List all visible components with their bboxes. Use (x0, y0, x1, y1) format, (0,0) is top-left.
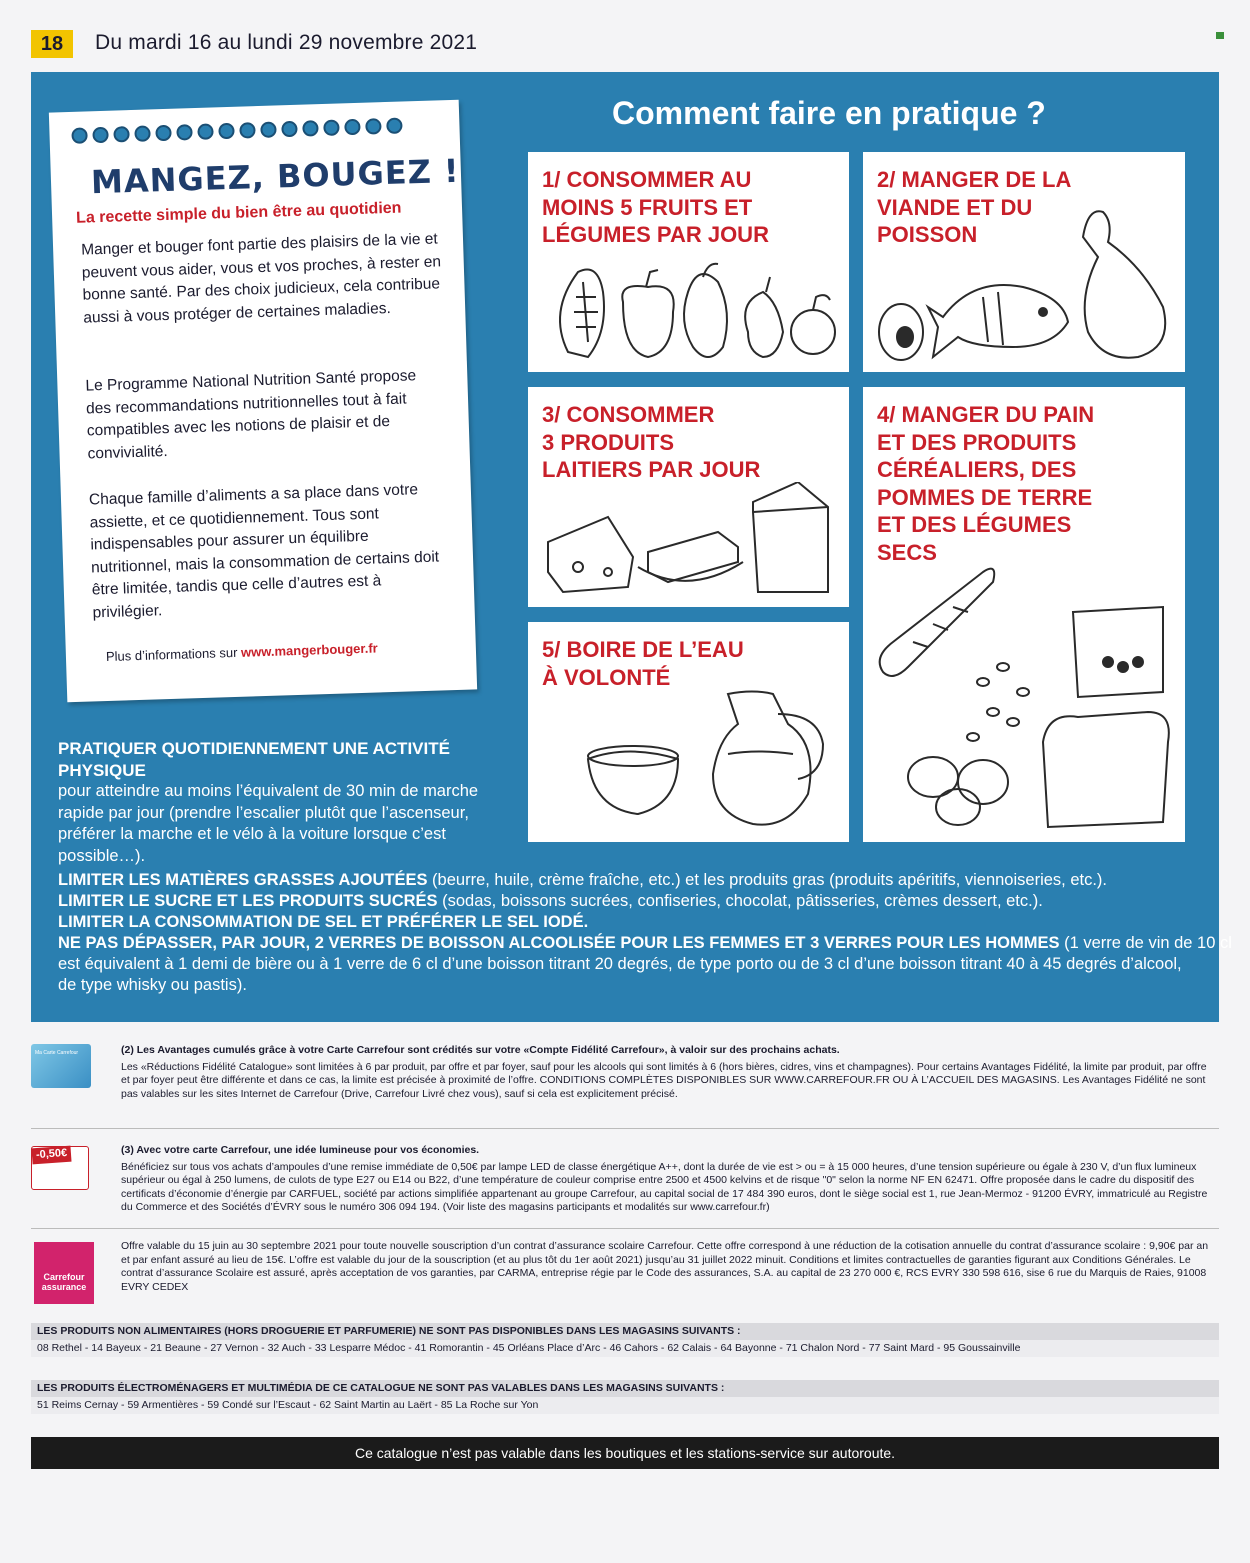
tip-title: 5/ BOIRE DE L’EAU À VOLONTÉ (542, 637, 744, 690)
limit-line (58, 912, 1198, 933)
insurance-legal (31, 1240, 1219, 1310)
limit-bold: LIMITER LES MATIÈRES GRASSES AJOUTÉES (58, 871, 428, 889)
tip-card-dairy (528, 387, 849, 607)
carrefour-card-icon (31, 1044, 91, 1088)
limit-line (58, 933, 1232, 954)
divider (31, 1128, 1219, 1129)
activity-text: pour atteindre au moins l’équivalent de 30 min de marche rapide par jour (prendre l’escalier plutôt que l’ascenseur, préférer la marche et le vélo à la voiture lorsque c’est possible…). (58, 782, 479, 865)
limit-text: (beurre, huile, crème fraîche, etc.) et les produits gras (produits apéritifs, viennoiseries, etc.). (427, 871, 1108, 889)
lamp-body: Bénéficiez sur tous vos achats d’ampoules d’une remise immédiate de 0,50€ par lampe LED de classe énergétique A++, dont la durée de vie est > ou = à 15 000 heures, d’une tension supérieure ou égale à 230 V, d’un flux lumineux supérieur ou égal à 250 lumens, de culots de type E27 ou E14 ou B22, d’une température de couleur comprise entre 2500 et 4500 kelvins et de risque "0" selon la norme NF EN 62471. Offre proposée dans le cadre du dispositif des certificats d’économie d’énergie par CARFUEL, société par actions simplifiée appartenant au groupe Carrefour, au capital social de 17 484 390 euros, dont le siège social est 1, rue Jean-Mermoz - 91200 ÉVRY, immatriculé au Registre du Commerce et des Sociétés d’ÉVRY sous le numéro 306 094 194. (Voir liste des magasins participants et modalités sur www.carrefour.fr) (121, 1160, 1208, 1213)
carrefour-assurance-logo: Carrefour assurance (34, 1242, 94, 1304)
mangez-bougez-note (49, 100, 477, 703)
more-info (106, 641, 378, 665)
fidelity-body: Les «Réductions Fidélité Catalogue» sont limitées à 6 par produit, par offre et par foyer, sauf pour les alcools qui sont limités à 6 (hors bières, cidres, vins et champagnes). Pour certains Avantages Fidélité, la limite par produit, par offre et par foyer peut être différente et dans ce cas, la limite est précisée à proximité de l’offre. CONDITIONS COMPLÈTES DISPONIBLES SUR WWW.CARREFOUR.FR OU À L’ACCUEIL DES MAGASINS. Les Avantages Fidélité ne sont pas valables sur les sites Internet de Carrefour (Drive, Carrefour Livré chez vous), sauf si cela est explicitement précisé. (121, 1060, 1207, 1100)
shops-list: 08 Rethel - 14 Bayeux - 21 Beaune - 27 Vernon - 32 Auch - 33 Lesparre Médoc - 41 Romorantin - 45 Orléans Place d’Arc - 46 Cahors - 62 Calais - 64 Bayonne - 71 Chalon Nord - 77 Saint Mard - 95 Goussainville (31, 1340, 1219, 1357)
lamp-badge: -0,50€ (32, 1146, 72, 1164)
divider (31, 1228, 1219, 1229)
fidelity-text (121, 1044, 1216, 1101)
tip-title: 1/ CONSOMMER AU MOINS 5 FRUITS ET LÉGUMES PAR JOUR (542, 167, 769, 247)
shops-electro (31, 1380, 1219, 1414)
activity-title: PRATIQUER QUOTIDIENNEMENT UNE ACTIVITÉ PHYSIQUE (58, 739, 450, 780)
note-paragraph: Chaque famille d’aliments a sa place dans votre assiette, et ce quotidiennement. Tous sont indispensables pour assurer un équilibre nutritionnel, mais la consommation de certains doit être limitée, tandis que celle d’autres est à privilégier. (88, 481, 440, 621)
card-badge: Ma Carte Carrefour (35, 1050, 79, 1056)
lamp-text (121, 1144, 1216, 1215)
lamp-title: (3) Avec votre carte Carrefour, une idée lumineuse pour vos économies. (121, 1144, 480, 1156)
limit-line (58, 891, 1198, 912)
tip-card-fruits (528, 152, 849, 372)
fidelity-title: (2) Les Avantages cumulés grâce à votre Carte Carrefour sont crédités sur votre «Compte Fidélité Carrefour», à valoir sur des prochains achats. (121, 1044, 840, 1056)
limits-list (58, 870, 1232, 996)
note-paragraph: Le Programme National Nutrition Santé propose des recommandations nutritionnelles tout à fait compatibles avec les notions de plaisir et de convivialité. (85, 367, 417, 463)
insurance-body: Offre valable du 15 juin au 30 septembre 2021 pour toute nouvelle souscription d’un contrat d’assurance scolaire Carrefour. Cette offre correspond à une réduction de la cotisation annuelle du contrat d’assurance scolaire : 9,90€ par an et par enfant assuré au lieu de 15€. L’offre est valable du jour de la souscription (et au plus tôt du 1er août 2021) jusqu’au 31 juillet 2022 minuit. Conditions et limites contractuelles de garanties figurant aux Conditions Générales. Le contrat d’assurance Scolaire est assuré, après acceptation de vos garanties, par CARMA, entreprise régie par le Code des assurances, S.A. au capital de 23 270 000 €, RCS EVRY 330 598 616, sise 6 rue du Marquis de Raies, 91008 EVRY CEDEX (121, 1240, 1209, 1293)
note-subtitle: La recette simple du bien être au quotidien (75, 199, 402, 227)
limit-bold: LIMITER LE SUCRE ET LES PRODUITS SUCRÉS (58, 892, 438, 910)
limit-text: de type whisky ou pastis). (58, 976, 247, 994)
footer-notice: Ce catalogue n’est pas valable dans les boutiques et les stations-service sur autoroute. (31, 1437, 1219, 1469)
limit-text: est équivalent à 1 demi de bière ou à 1 verre de 6 cl d’une boisson titrant 20 degrés, de type porto ou de 3 cl d’une boisson titrant 40 à 45 degrés d’alcool, (58, 955, 1182, 973)
limit-text: (sodas, boissons sucrées, confiseries, chocolat, pâtisseries, crèmes dessert, etc.). (437, 892, 1043, 910)
limit-line (58, 975, 1198, 996)
water-jug-icon (578, 684, 838, 834)
limit-bold: LIMITER LA CONSOMMATION DE SEL ET PRÉFÉRER LE SEL IODÉ. (58, 913, 589, 931)
shops-list: 51 Reims Cernay - 59 Armentières - 59 Condé sur l’Escaut - 62 Saint Martin au Laërt - 85 La Roche sur Yon (31, 1397, 1219, 1414)
tip-card-meat-fish (863, 152, 1185, 372)
shops-title: LES PRODUITS ÉLECTROMÉNAGERS ET MULTIMÉDIA DE CE CATALOGUE NE SONT PAS VALABLES DANS LES MAGASINS SUIVANTS : (31, 1380, 1219, 1397)
practice-title: Comment faire en pratique ? (612, 95, 1046, 131)
limit-bold: NE PAS DÉPASSER, PAR JOUR, 2 VERRES DE BOISSON ALCOOLISÉE POUR LES FEMMES ET 3 VERRES POUR LES HOMMES (58, 934, 1060, 952)
shops-non-food (31, 1323, 1219, 1357)
fidelity-legal (31, 1044, 1219, 1104)
shops-title: LES PRODUITS NON ALIMENTAIRES (HORS DROGUERIE ET PARFUMERIE) NE SONT PAS DISPONIBLES DANS LES MAGASINS SUIVANTS : (31, 1323, 1219, 1340)
physical-activity (58, 738, 518, 867)
limit-line (58, 870, 1198, 891)
tip-card-water (528, 622, 849, 842)
mangerbouger-link[interactable]: www.mangerbouger.fr (240, 640, 378, 660)
tip-card-bread-cereals (863, 387, 1185, 842)
note-paragraph: Manger et bouger font partie des plaisirs de la vie et peuvent vous aider, vous et vos proches, à rester en bonne santé. Par des choix judicieux, cela contribue aussi à vous protéger de certaines maladies. (80, 230, 442, 327)
limit-line (58, 954, 1198, 975)
fruits-vegetables-icon (538, 252, 838, 367)
lamp-offer-icon (31, 1146, 89, 1190)
page-number: 18 (31, 30, 73, 58)
meat-fish-icon (873, 197, 1178, 367)
note-title: MANGEZ, BOUGEZ ! (90, 151, 461, 202)
tip-title: 3/ CONSOMMER 3 PRODUITS LAITIERS PAR JOUR (542, 402, 761, 482)
limit-text: (1 verre de vin de 10 cl (1059, 934, 1232, 952)
lamp-legal (31, 1144, 1219, 1224)
date-range: Du mardi 16 au lundi 29 novembre 2021 (95, 31, 478, 54)
tip-title: 4/ MANGER DU PAIN ET DES PRODUITS CÉRÉALIERS, DES POMMES DE TERRE ET DES LÉGUMES SECS (877, 402, 1095, 565)
corner-logo-icon (1216, 32, 1224, 39)
bread-cereals-icon (873, 562, 1178, 837)
spiral-binding-icon (71, 117, 402, 143)
dairy-icon (538, 482, 843, 602)
tip-title: 2/ MANGER DE LA VIANDE ET DU POISSON (877, 167, 1072, 247)
more-info-label: Plus d’informations sur (105, 644, 238, 665)
